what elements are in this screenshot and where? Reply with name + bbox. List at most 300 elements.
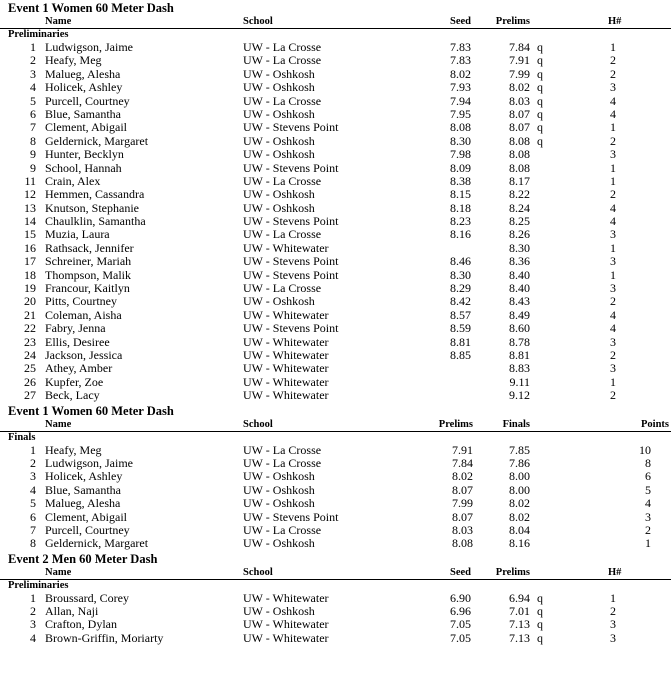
place: 15 <box>24 227 36 242</box>
result-row <box>0 269 671 282</box>
athlete-name: Crain, Alex <box>45 173 101 188</box>
school-name: UW - Whitewater <box>243 388 329 403</box>
heat-number: 4 <box>610 321 616 336</box>
qualifier-mark: q <box>537 106 543 121</box>
heat-number: 4 <box>610 93 616 108</box>
result-row <box>0 54 671 67</box>
seed-time: 8.30 <box>450 133 471 148</box>
school-name: UW - Oshkosh <box>243 604 315 619</box>
school-name: UW - Oshkosh <box>243 187 315 202</box>
heat-number: 1 <box>610 240 616 255</box>
place: 2 <box>30 455 36 470</box>
qualifier-mark: q <box>537 604 543 619</box>
school-name: UW - Whitewater <box>243 347 329 362</box>
result-row <box>0 605 671 618</box>
seed-time: 7.05 <box>450 630 471 645</box>
seed-time: 7.83 <box>450 53 471 68</box>
athlete-name: Athey, Amber <box>45 361 113 376</box>
seed-time: 8.46 <box>450 254 471 269</box>
result-row <box>0 349 671 362</box>
place: 23 <box>24 334 36 349</box>
athlete-name: Fabry, Jenna <box>45 321 106 336</box>
heat-number: 2 <box>610 604 616 619</box>
header-seed: Seed <box>450 16 471 27</box>
header-heat: H# <box>608 16 622 27</box>
result-row <box>0 470 671 483</box>
athlete-name: Malueg, Alesha <box>45 66 121 81</box>
place: 18 <box>24 267 36 282</box>
final-time: 8.16 <box>509 536 530 551</box>
seed-time: 8.08 <box>450 120 471 135</box>
place: 1 <box>30 590 36 605</box>
seed-time: 7.98 <box>450 147 471 162</box>
place: 17 <box>24 254 36 269</box>
place: 14 <box>24 214 36 229</box>
place: 13 <box>24 200 36 215</box>
prelim-time: 8.08 <box>509 160 530 175</box>
heat-number: 4 <box>610 200 616 215</box>
result-row <box>0 497 671 510</box>
qualifier-mark: q <box>537 630 543 645</box>
header-name: Name <box>45 418 72 430</box>
heat-number: 1 <box>610 267 616 282</box>
place: 6 <box>30 509 36 524</box>
school-name: UW - Stevens Point <box>243 214 339 229</box>
athlete-name: Allan, Naji <box>45 604 99 619</box>
place: 1 <box>30 442 36 457</box>
place: 3 <box>30 66 36 81</box>
result-row <box>0 188 671 201</box>
place: 3 <box>30 617 36 632</box>
prelim-time: 7.91 <box>509 53 530 68</box>
school-name: UW - Stevens Point <box>243 509 339 524</box>
result-row <box>0 444 671 457</box>
heat-number: 1 <box>610 120 616 135</box>
points: 2 <box>645 522 651 537</box>
final-time: 7.86 <box>509 455 530 470</box>
heat-number: 3 <box>610 361 616 376</box>
prelim-time: 8.03 <box>509 93 530 108</box>
result-row <box>0 215 671 228</box>
prelim-time: 8.49 <box>509 307 530 322</box>
seed-time: 8.29 <box>450 281 471 296</box>
athlete-name: Coleman, Aisha <box>45 307 122 322</box>
school-name: UW - Stevens Point <box>243 267 339 282</box>
prelim-time: 8.03 <box>452 522 473 537</box>
school-name: UW - Whitewater <box>243 307 329 322</box>
prelim-time: 8.07 <box>509 120 530 135</box>
result-row <box>0 309 671 322</box>
prelim-time: 8.26 <box>509 227 530 242</box>
seed-time: 8.81 <box>450 334 471 349</box>
prelim-time: 8.36 <box>509 254 530 269</box>
header-finals: Finals <box>502 418 530 430</box>
header-prelims: Prelims <box>495 566 530 578</box>
prelim-time: 8.43 <box>509 294 530 309</box>
heat-number: 4 <box>610 307 616 322</box>
athlete-name: Malueg, Alesha <box>45 496 121 511</box>
qualifier-mark: q <box>537 120 543 135</box>
points: 4 <box>645 496 651 511</box>
prelim-time: 8.40 <box>509 267 530 282</box>
athlete-name: Clement, Abigail <box>45 120 127 135</box>
seed-time: 8.30 <box>450 267 471 282</box>
school-name: UW - Oshkosh <box>243 496 315 511</box>
school-name: UW - Oshkosh <box>243 80 315 95</box>
header-school: School <box>243 566 273 578</box>
athlete-name: Ludwigson, Jaime <box>45 455 133 470</box>
athlete-name: Kupfer, Zoe <box>45 374 104 389</box>
result-row <box>0 175 671 188</box>
heat-number: 1 <box>610 374 616 389</box>
result-row <box>0 484 671 497</box>
header-seed: Seed <box>450 566 471 578</box>
prelim-time: 8.78 <box>509 334 530 349</box>
place: 8 <box>30 133 36 148</box>
event-title: Event 2 Men 60 Meter Dash <box>8 551 158 566</box>
header-name: Name <box>45 16 72 27</box>
prelim-time: 7.84 <box>509 40 530 54</box>
prelim-time: 7.13 <box>509 617 530 632</box>
school-name: UW - Whitewater <box>243 617 329 632</box>
prelim-time: 9.12 <box>509 388 530 403</box>
seed-time: 8.18 <box>450 200 471 215</box>
seed-time: 8.42 <box>450 294 471 309</box>
school-name: UW - Whitewater <box>243 630 329 645</box>
heat-number: 4 <box>610 106 616 121</box>
school-name: UW - Whitewater <box>243 361 329 376</box>
prelim-time: 9.11 <box>509 374 530 389</box>
qualifier-mark: q <box>537 40 543 54</box>
place: 25 <box>24 361 36 376</box>
points: 10 <box>639 442 651 457</box>
place: 21 <box>24 307 36 322</box>
seed-time: 8.09 <box>450 160 471 175</box>
result-row <box>0 322 671 335</box>
seed-time: 8.59 <box>450 321 471 336</box>
prelim-time: 8.07 <box>452 482 473 497</box>
athlete-name: Hemmen, Cassandra <box>45 187 145 202</box>
prelim-time: 8.22 <box>509 187 530 202</box>
school-name: UW - La Crosse <box>243 442 322 457</box>
athlete-name: Schreiner, Mariah <box>45 254 132 269</box>
points: 3 <box>645 509 651 524</box>
school-name: UW - La Crosse <box>243 40 322 54</box>
points: 6 <box>645 469 651 484</box>
heat-number: 2 <box>610 133 616 148</box>
heat-number: 3 <box>610 334 616 349</box>
athlete-name: Heafy, Meg <box>45 442 102 457</box>
school-name: UW - Oshkosh <box>243 66 315 81</box>
school-name: UW - Stevens Point <box>243 321 339 336</box>
heat-number: 1 <box>610 160 616 175</box>
event-title: Event 1 Women 60 Meter Dash <box>8 403 174 418</box>
place: 2 <box>30 53 36 68</box>
heat-number: 3 <box>610 617 616 632</box>
athlete-name: Ellis, Desiree <box>45 334 110 349</box>
school-name: UW - Oshkosh <box>243 200 315 215</box>
final-time: 8.02 <box>509 496 530 511</box>
place: 24 <box>24 347 36 362</box>
heat-number: 3 <box>610 281 616 296</box>
place: 22 <box>24 321 36 336</box>
school-name: UW - Whitewater <box>243 240 329 255</box>
result-row <box>0 376 671 389</box>
school-name: UW - La Crosse <box>243 455 322 470</box>
result-row <box>0 282 671 295</box>
place: 4 <box>30 482 36 497</box>
round-label: Finals <box>8 431 36 443</box>
athlete-name: Purcell, Courtney <box>45 522 130 537</box>
prelim-time: 8.02 <box>452 469 473 484</box>
place: 1 <box>30 40 36 54</box>
event-section <box>0 551 671 646</box>
athlete-name: Jackson, Jessica <box>45 347 123 362</box>
qualifier-mark: q <box>537 617 543 632</box>
school-name: UW - Whitewater <box>243 374 329 389</box>
result-row <box>0 148 671 161</box>
place: 2 <box>30 604 36 619</box>
points: 5 <box>645 482 651 497</box>
header-school: School <box>243 16 273 27</box>
qualifier-mark: q <box>537 93 543 108</box>
place: 16 <box>24 240 36 255</box>
seed-time: 8.16 <box>450 227 471 242</box>
result-row <box>0 362 671 375</box>
heat-number: 3 <box>610 227 616 242</box>
qualifier-mark: q <box>537 66 543 81</box>
school-name: UW - Oshkosh <box>243 106 315 121</box>
seed-time: 7.95 <box>450 106 471 121</box>
result-row <box>0 295 671 308</box>
school-name: UW - Stevens Point <box>243 120 339 135</box>
seed-time: 6.90 <box>450 590 471 605</box>
heat-number: 2 <box>610 187 616 202</box>
prelim-time: 8.40 <box>509 281 530 296</box>
athlete-name: Rathsack, Jennifer <box>45 240 134 255</box>
place: 5 <box>30 496 36 511</box>
seed-time: 6.96 <box>450 604 471 619</box>
prelim-time: 7.01 <box>509 604 530 619</box>
athlete-name: Thompson, Malik <box>45 267 131 282</box>
result-row <box>0 228 671 241</box>
athlete-name: Ludwigson, Jaime <box>45 40 133 54</box>
heat-number: 2 <box>610 66 616 81</box>
heat-number: 2 <box>610 388 616 403</box>
heat-number: 1 <box>610 173 616 188</box>
heat-number: 2 <box>610 53 616 68</box>
result-row <box>0 81 671 94</box>
athlete-name: Holicek, Ashley <box>45 80 123 95</box>
athlete-name: Brown-Griffin, Moriarty <box>45 630 164 645</box>
result-row <box>0 632 671 645</box>
school-name: UW - Whitewater <box>243 334 329 349</box>
athlete-name: Clement, Abigail <box>45 509 127 524</box>
prelim-time: 8.60 <box>509 321 530 336</box>
athlete-name: Muzia, Laura <box>45 227 110 242</box>
seed-time: 7.05 <box>450 617 471 632</box>
school-name: UW - La Crosse <box>243 93 322 108</box>
place: 5 <box>30 93 36 108</box>
prelim-time: 7.91 <box>452 442 473 457</box>
place: 19 <box>24 281 36 296</box>
result-row <box>0 457 671 470</box>
athlete-name: Geldernick, Margaret <box>45 536 149 551</box>
prelim-time: 8.81 <box>509 347 530 362</box>
school-name: UW - Oshkosh <box>243 294 315 309</box>
column-header-row <box>0 16 671 28</box>
result-row <box>0 511 671 524</box>
place: 12 <box>24 187 36 202</box>
prelim-time: 8.08 <box>509 147 530 162</box>
prelim-time: 7.13 <box>509 630 530 645</box>
final-time: 8.02 <box>509 509 530 524</box>
header-school: School <box>243 418 273 430</box>
result-row <box>0 242 671 255</box>
place: 4 <box>30 630 36 645</box>
school-name: UW - Oshkosh <box>243 536 315 551</box>
athlete-name: Pitts, Courtney <box>45 294 118 309</box>
result-row <box>0 389 671 402</box>
place: 7 <box>30 522 36 537</box>
event-section <box>0 403 671 551</box>
school-name: UW - La Crosse <box>243 522 322 537</box>
header-prelims: Prelims <box>438 418 473 430</box>
place: 6 <box>30 106 36 121</box>
seed-time: 7.94 <box>450 93 471 108</box>
result-row <box>0 41 671 54</box>
place: 8 <box>30 536 36 551</box>
points: 1 <box>645 536 651 551</box>
heat-number: 3 <box>610 254 616 269</box>
place: 27 <box>24 388 36 403</box>
place: 11 <box>24 173 36 188</box>
heat-number: 2 <box>610 347 616 362</box>
event-title: Event 1 Women 60 Meter Dash <box>8 1 174 15</box>
qualifier-mark: q <box>537 590 543 605</box>
header-prelims: Prelims <box>495 16 530 27</box>
qualifier-mark: q <box>537 133 543 148</box>
final-time: 8.00 <box>509 482 530 497</box>
athlete-name: Blue, Samantha <box>45 482 121 497</box>
athlete-name: Purcell, Courtney <box>45 93 130 108</box>
column-header-row <box>0 567 671 579</box>
school-name: UW - Stevens Point <box>243 254 339 269</box>
final-time: 8.04 <box>509 522 530 537</box>
qualifier-mark: q <box>537 53 543 68</box>
heat-number: 4 <box>610 214 616 229</box>
round-label: Preliminaries <box>8 29 69 40</box>
seed-time: 8.85 <box>450 347 471 362</box>
prelim-time: 6.94 <box>509 590 530 605</box>
prelim-time: 8.83 <box>509 361 530 376</box>
header-points: Points <box>640 418 669 430</box>
place: 4 <box>30 80 36 95</box>
final-time: 7.85 <box>509 442 530 457</box>
athlete-name: Holicek, Ashley <box>45 469 123 484</box>
school-name: UW - Oshkosh <box>243 469 315 484</box>
athlete-name: School, Hannah <box>45 160 122 175</box>
athlete-name: Broussard, Corey <box>45 590 129 605</box>
result-row <box>0 524 671 537</box>
school-name: UW - Whitewater <box>243 590 329 605</box>
result-row <box>0 202 671 215</box>
seed-time: 7.83 <box>450 40 471 54</box>
seed-time: 8.02 <box>450 66 471 81</box>
final-time: 8.00 <box>509 469 530 484</box>
school-name: UW - La Crosse <box>243 227 322 242</box>
points: 8 <box>645 455 651 470</box>
prelim-time: 8.02 <box>509 80 530 95</box>
school-name: UW - Stevens Point <box>243 160 339 175</box>
seed-time: 8.38 <box>450 173 471 188</box>
athlete-name: Blue, Samantha <box>45 106 121 121</box>
result-row <box>0 255 671 268</box>
prelim-time: 7.99 <box>452 496 473 511</box>
school-name: UW - La Crosse <box>243 173 322 188</box>
result-row <box>0 537 671 550</box>
heat-number: 1 <box>610 590 616 605</box>
prelim-time: 8.25 <box>509 214 530 229</box>
prelim-time: 8.07 <box>509 106 530 121</box>
result-row <box>0 162 671 175</box>
school-name: UW - Oshkosh <box>243 133 315 148</box>
heat-number: 1 <box>610 40 616 54</box>
seed-time: 8.23 <box>450 214 471 229</box>
seed-time: 7.93 <box>450 80 471 95</box>
athlete-name: Geldernick, Margaret <box>45 133 149 148</box>
place: 3 <box>30 469 36 484</box>
prelim-time: 8.24 <box>509 200 530 215</box>
athlete-name: Knutson, Stephanie <box>45 200 139 215</box>
athlete-name: Beck, Lacy <box>45 388 100 403</box>
header-heat: H# <box>608 566 622 578</box>
prelim-time: 8.08 <box>509 133 530 148</box>
prelim-time: 7.84 <box>452 455 473 470</box>
header-name: Name <box>45 566 72 578</box>
school-name: UW - La Crosse <box>243 53 322 68</box>
school-name: UW - Oshkosh <box>243 147 315 162</box>
column-header-row <box>0 419 671 431</box>
athlete-name: Crafton, Dylan <box>45 617 117 632</box>
result-row <box>0 336 671 349</box>
prelim-time: 8.08 <box>452 536 473 551</box>
result-row <box>0 95 671 108</box>
qualifier-mark: q <box>537 80 543 95</box>
athlete-name: Francour, Kaitlyn <box>45 281 130 296</box>
seed-time: 8.15 <box>450 187 471 202</box>
heat-number: 3 <box>610 147 616 162</box>
school-name: UW - Oshkosh <box>243 482 315 497</box>
place: 26 <box>24 374 36 389</box>
result-row <box>0 68 671 81</box>
result-row <box>0 108 671 121</box>
prelim-time: 7.99 <box>509 66 530 81</box>
heat-number: 2 <box>610 294 616 309</box>
place: 20 <box>24 294 36 309</box>
prelim-time: 8.07 <box>452 509 473 524</box>
athlete-name: Hunter, Becklyn <box>45 147 124 162</box>
seed-time: 8.57 <box>450 307 471 322</box>
place: 7 <box>30 120 36 135</box>
prelim-time: 8.17 <box>509 173 530 188</box>
prelim-time: 8.30 <box>509 240 530 255</box>
place: 9 <box>30 160 36 175</box>
school-name: UW - La Crosse <box>243 281 322 296</box>
result-row <box>0 592 671 605</box>
heat-number: 3 <box>610 80 616 95</box>
athlete-name: Heafy, Meg <box>45 53 102 68</box>
